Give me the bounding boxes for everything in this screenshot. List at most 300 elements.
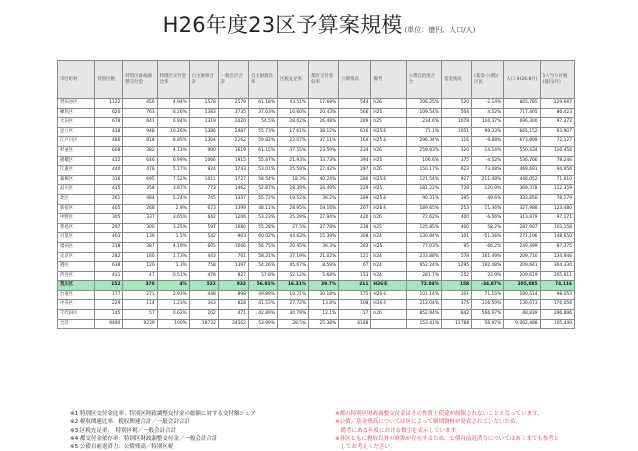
- table-cell: 27.5%: [278, 223, 309, 233]
- table-cell: 253: [442, 204, 472, 214]
- table-cell: 271,106: [504, 233, 540, 243]
- table-cell: 28.02%: [278, 118, 309, 128]
- table-cell: 139: [123, 233, 157, 243]
- table-row: [58, 300, 575, 310]
- table-cell: 259.83%: [406, 146, 441, 156]
- table-cell: 4.13%: [157, 146, 189, 156]
- page-title-block: [0, 9, 638, 39]
- table-cell: 852.94%: [406, 310, 441, 320]
- table-cell: 33.73%: [309, 156, 339, 166]
- table-header-row: [58, 61, 575, 99]
- table-cell: 7.52%: [157, 175, 189, 185]
- table-cell: 71,810: [540, 175, 574, 185]
- table-cell: 403: [95, 233, 123, 243]
- table-cell: 289: [339, 118, 371, 128]
- table-cell: -66.2%: [472, 242, 504, 252]
- table-cell: H25: [371, 156, 406, 166]
- column-header: 一般会計合計: [218, 61, 248, 99]
- table-row: [58, 271, 575, 281]
- note-line: ※4 都交付金依存率：特別区財政調整交付金／一般会計合計: [70, 435, 218, 442]
- table-cell: h25: [371, 223, 406, 233]
- table-cell: 297: [339, 166, 371, 176]
- table-cell: 1011: [189, 175, 218, 185]
- table-cell: 1383: [189, 108, 218, 118]
- table-cell: 448: [189, 290, 218, 300]
- table-cell: 36.3%: [309, 242, 339, 252]
- table-cell: 19.16%: [309, 204, 339, 214]
- table-cell: 27.42%: [309, 166, 339, 176]
- table-cell: 116: [442, 137, 472, 147]
- table-cell: h26: [371, 146, 406, 156]
- table-cell: 54.5%: [248, 118, 277, 128]
- table-cell: 48.11%: [248, 204, 277, 214]
- table-cell: 728: [442, 185, 472, 195]
- table-cell: -9.88%: [472, 137, 504, 147]
- table-cell: 22.9%: [472, 271, 504, 281]
- ward-name-cell: 荒川区: [58, 281, 95, 291]
- table-cell: 205,085: [504, 281, 540, 291]
- column-header: 都区交付金収率: [309, 61, 339, 99]
- table-cell: H26末: [371, 290, 406, 300]
- table-cell: 8.85%: [157, 137, 189, 147]
- table-cell: 446,052: [504, 175, 540, 185]
- table-cell: 17: [339, 310, 371, 320]
- table-cell: 1397: [218, 262, 248, 272]
- ward-name-cell: 墨田区: [58, 242, 95, 252]
- table-row: [58, 146, 575, 156]
- table-cell: 478: [189, 271, 218, 281]
- table-cell: 42.89%: [248, 310, 277, 320]
- note-line: ※各区ともに税収以外の財源が存在するため、公債自前返済力についてはあくまでも参考と: [335, 435, 560, 442]
- table-cell: 297: [95, 223, 123, 233]
- table-cell: 1399: [218, 204, 248, 214]
- column-header: 公債自治度合合: [406, 61, 441, 99]
- table-cell: 148,650: [540, 233, 574, 243]
- table-cell: 16.31%: [278, 281, 309, 291]
- table-cell: 21.93%: [278, 156, 309, 166]
- table-cell: H25: [371, 185, 406, 195]
- table-cell: 15.39%: [309, 233, 339, 243]
- ward-name-cell: 合計: [58, 319, 95, 329]
- table-cell: 52.12%: [278, 271, 309, 281]
- ward-name-cell: 板橋区: [58, 156, 95, 166]
- table-cell: 21.02%: [309, 252, 339, 262]
- table-cell: 238: [339, 223, 371, 233]
- table-row: [58, 223, 575, 233]
- table-cell: 695: [123, 175, 157, 185]
- table-cell: 98,053: [540, 290, 574, 300]
- table-cell: 101: [442, 233, 472, 243]
- table-cell: 1078: [442, 118, 472, 128]
- table-total-row: [58, 319, 575, 329]
- table-cell: 153.41%: [406, 319, 441, 329]
- ward-name-cell: 渋谷区: [58, 271, 95, 281]
- table-cell: 471: [218, 310, 248, 320]
- table-cell: -4.52%: [472, 156, 504, 166]
- table-cell: 597: [189, 223, 218, 233]
- table-cell: 1304: [189, 137, 218, 147]
- table-cell: 898: [218, 290, 248, 300]
- table-cell: 49.89%: [248, 290, 277, 300]
- table-cell: 71.1%: [406, 127, 441, 137]
- table-cell: 281.7%: [406, 271, 441, 281]
- table-cell: 52.87%: [248, 185, 277, 195]
- table-cell: H25: [371, 108, 406, 118]
- column-header: 人口 (H26.8月): [504, 61, 540, 99]
- table-cell: 566: [339, 108, 371, 118]
- table-cell: 26.48%: [309, 118, 339, 128]
- table-cell: 34562: [218, 319, 248, 329]
- table-cell: 337: [123, 214, 157, 224]
- table-cell: 405: [95, 204, 123, 214]
- table-cell: 313,879: [504, 214, 540, 224]
- table-cell: 61.18%: [248, 99, 277, 109]
- table-cell: 175: [339, 290, 371, 300]
- table-cell: 304,330: [540, 262, 574, 272]
- table-cell: 2579: [218, 99, 248, 109]
- table-cell: 327,988: [504, 204, 540, 214]
- table-cell: 56.75%: [248, 242, 277, 252]
- table-cell: 5.17%: [157, 166, 189, 176]
- note-line: 備考にある年度における数字を表示しています。: [335, 427, 462, 434]
- table-cell: 209,641: [504, 262, 540, 272]
- ward-name-cell: 世田谷区: [58, 99, 95, 109]
- table-cell: 673: [189, 204, 218, 214]
- table-cell: 55.73%: [248, 127, 277, 137]
- table-cell: 27.78%: [309, 223, 339, 233]
- table-cell: 53.23%: [248, 214, 277, 224]
- table-cell: -51.36%: [472, 233, 504, 243]
- table-cell: 0.62%: [157, 310, 189, 320]
- ward-name-cell: 足立区: [58, 127, 95, 137]
- table-cell: 9490: [95, 319, 123, 329]
- table-cell: 522: [189, 281, 218, 291]
- table-cell: 642: [189, 214, 218, 224]
- table-cell: 990: [189, 146, 218, 156]
- table-cell: 56.97%: [472, 319, 504, 329]
- table-cell: 1051: [442, 127, 472, 137]
- table-cell: 13.8%: [309, 300, 339, 310]
- column-header: (基金-公債)/区民: [472, 61, 504, 99]
- table-cell: 343: [189, 300, 218, 310]
- table-cell: 161.49%: [472, 252, 504, 262]
- table-cell: 94,956: [540, 166, 574, 176]
- table-cell: 287,907: [504, 223, 540, 233]
- table-cell: 164: [339, 137, 371, 147]
- table-cell: 37.55%: [278, 146, 309, 156]
- table-row: [58, 281, 575, 291]
- table-cell: h24: [371, 233, 406, 243]
- table-cell: 158: [442, 281, 472, 291]
- table-cell: 134,946: [540, 252, 574, 262]
- table-cell: 6.99%: [157, 156, 189, 166]
- table-cell: 271: [123, 290, 157, 300]
- table-cell: 36.2%: [309, 194, 339, 204]
- budget-table: [57, 60, 575, 329]
- table-cell: 2.93%: [157, 290, 189, 300]
- table-cell: 369,378: [504, 185, 540, 195]
- table-cell: 432: [95, 156, 123, 166]
- table-cell: 1319: [189, 118, 218, 128]
- table-cell: 121: [339, 252, 371, 262]
- table-cell: h26: [371, 214, 406, 224]
- note-line: ※都の特別区財政調整交付金はその性質上使途が制限されないこととなっています。: [335, 411, 543, 417]
- table-cell: 130.84%: [406, 233, 441, 243]
- table-cell: 97,372: [540, 118, 574, 128]
- table-cell: 745: [189, 194, 218, 204]
- table-cell: 145: [95, 310, 123, 320]
- table-row: [58, 204, 575, 214]
- table-cell: 3.87%: [157, 185, 189, 195]
- table-cell: 114: [123, 300, 157, 310]
- table-cell: 400: [442, 214, 472, 224]
- table-cell: 19.71%: [278, 290, 309, 300]
- table-cell: 1619: [218, 146, 248, 156]
- column-header: 自主財源合計: [189, 61, 218, 99]
- table-cell: 608: [95, 146, 123, 156]
- table-cell: H26末: [371, 300, 406, 310]
- table-cell: 486: [95, 137, 123, 147]
- table-cell: H25末: [371, 127, 406, 137]
- table-cell: 952.24%: [406, 262, 441, 272]
- table-cell: 78,179: [540, 194, 574, 204]
- ward-name-cell: 練馬区: [58, 108, 95, 118]
- table-cell: 28.39%: [278, 185, 309, 195]
- note-line: ※公債／基金残高については区によって細則資料が発表されていないため、: [335, 419, 521, 426]
- table-cell: 842: [442, 310, 472, 320]
- table-cell: 54.26%: [248, 262, 277, 272]
- table-cell: 24.49%: [309, 185, 339, 195]
- table-cell: 72,127: [540, 137, 574, 147]
- table-cell: 536,766: [504, 156, 540, 166]
- ward-name-cell: 品川区: [58, 185, 95, 195]
- table-cell: 77.03%: [406, 242, 441, 252]
- table-body: [58, 99, 575, 329]
- table-cell: 4.94%: [157, 99, 189, 109]
- table-cell: 3.65%: [157, 214, 189, 224]
- column-header: 特別区税: [95, 61, 123, 99]
- table-cell: 382: [123, 146, 157, 156]
- table-cell: 176,056: [540, 300, 574, 310]
- table-cell: 550,434: [504, 146, 540, 156]
- table-row: [58, 166, 575, 176]
- table-cell: 30.79%: [278, 310, 309, 320]
- table-cell: 773: [189, 185, 218, 195]
- table-cell: 927: [442, 175, 472, 185]
- table-cell: 72.04%: [406, 281, 441, 291]
- table-cell: 763: [123, 108, 157, 118]
- table-cell: 192.48%: [472, 262, 504, 272]
- table-cell: 4%: [157, 281, 189, 291]
- table-cell: 268: [123, 204, 157, 214]
- table-cell: 1462: [218, 185, 248, 195]
- table-cell: 308: [339, 233, 371, 243]
- table-cell: h24: [371, 271, 406, 281]
- table-cell: 2262: [218, 137, 248, 147]
- table-cell: 296,896: [540, 310, 574, 320]
- table-cell: 18732: [189, 319, 218, 329]
- table-cell: 38.12%: [309, 127, 339, 137]
- table-cell: 71.15%: [472, 290, 504, 300]
- table-cell: 61.15%: [248, 146, 277, 156]
- table-cell: 616: [339, 127, 371, 137]
- table-cell: 110,456: [540, 146, 574, 156]
- table-cell: 97,171: [540, 214, 574, 224]
- table-cell: 44.63%: [278, 233, 309, 243]
- table-cell: 641: [123, 118, 157, 128]
- table-cell: 86,423: [540, 108, 574, 118]
- table-cell: 267: [339, 204, 371, 214]
- page-title: H26年度23区予算案規模: [162, 13, 403, 37]
- table-cell: 233.88%: [406, 252, 441, 262]
- table-cell: 10.26%: [157, 127, 189, 137]
- table-row: [58, 233, 575, 243]
- table-cell: 5.68%: [309, 271, 339, 281]
- table-cell: 440: [95, 166, 123, 176]
- table-cell: 74,116: [540, 281, 574, 291]
- table-cell: 28.95%: [278, 204, 309, 214]
- table-cell: 99.33%: [472, 127, 504, 137]
- table-cell: 4.19%: [157, 242, 189, 252]
- table-cell: h25: [371, 118, 406, 128]
- table-cell: 37.19%: [278, 252, 309, 262]
- table-cell: 3.25%: [157, 223, 189, 233]
- table-cell: 300: [123, 223, 157, 233]
- table-cell: [371, 319, 406, 329]
- table-cell: 212.04%: [406, 300, 441, 310]
- table-cell: 40.24%: [309, 175, 339, 185]
- ward-name-cell: 新宿区: [58, 204, 95, 214]
- table-cell: 58.21%: [248, 252, 277, 262]
- table-cell: 160: [123, 252, 157, 262]
- table-cell: 456: [123, 99, 157, 109]
- table-cell: 22.07%: [278, 137, 309, 147]
- table-row: [58, 175, 575, 185]
- table-row: [58, 194, 575, 204]
- table-cell: 211: [339, 281, 371, 291]
- table-cell: 206.25%: [406, 99, 441, 109]
- table-cell: 25.29%: [278, 214, 309, 224]
- table-cell: 387: [123, 242, 157, 252]
- table-cell: 55.67%: [248, 156, 277, 166]
- table-cell: 58.2%: [472, 223, 504, 233]
- table-cell: 6188: [339, 319, 371, 329]
- table-cell: 673,809: [504, 137, 540, 147]
- table-cell: 542: [189, 233, 218, 243]
- ward-name-cell: 杉並区: [58, 146, 95, 156]
- table-cell: 827: [218, 271, 248, 281]
- ward-name-cell: 江東区: [58, 166, 95, 176]
- table-cell: h26: [371, 310, 406, 320]
- table-cell: 121.54%: [406, 175, 441, 185]
- table-cell: 181.22%: [406, 185, 441, 195]
- table-cell: 1206: [218, 214, 248, 224]
- column-header: 特別区財政調整交付金: [123, 61, 157, 99]
- table-row: [58, 118, 575, 128]
- table-cell: 333,850: [504, 194, 540, 204]
- table-cell: 1.23%: [157, 300, 189, 310]
- table-cell: 358: [123, 185, 157, 195]
- table-cell: 37.11%: [309, 137, 339, 147]
- table-cell: 370: [123, 281, 157, 291]
- table-cell: 189.65%: [406, 204, 441, 214]
- table-cell: 153: [339, 271, 371, 281]
- ward-name-cell: 港区: [58, 262, 95, 272]
- table-row: [58, 108, 575, 118]
- table-cell: 1122: [95, 99, 123, 109]
- table-cell: 1.73%: [157, 252, 189, 262]
- table-cell: 23.59%: [309, 146, 339, 156]
- ward-name-cell: 千代田区: [58, 310, 95, 320]
- table-cell: 1066: [218, 242, 248, 252]
- table-cell: 12.1%: [309, 310, 339, 320]
- table-cell: 1915: [218, 156, 248, 166]
- table-cell: 578: [442, 252, 472, 262]
- column-header: 自主財源比率: [248, 61, 277, 99]
- ward-name-cell: 文京区: [58, 252, 95, 262]
- table-cell: 123,480: [540, 204, 574, 214]
- table-cell: 116.59%: [472, 300, 504, 310]
- table-cell: 209,619: [504, 271, 540, 281]
- table-cell: 1080: [218, 223, 248, 233]
- table-cell: 205,611: [540, 271, 574, 281]
- table-cell: 30.18%: [309, 290, 339, 300]
- column-header: 備考: [371, 61, 406, 99]
- column-header: 区税充足率: [278, 61, 309, 99]
- table-cell: 478: [123, 166, 157, 176]
- ward-name-cell: 豊島区: [58, 223, 95, 233]
- table-cell: 696,300: [504, 118, 540, 128]
- table-cell: 469,691: [504, 166, 540, 176]
- table-cell: 420: [339, 214, 371, 224]
- table-cell: 11788: [442, 319, 472, 329]
- table-cell: 1.3%: [157, 262, 189, 272]
- ward-name-cell: 台東区: [58, 290, 95, 300]
- ward-name-cell: 中野区: [58, 214, 95, 224]
- table-cell: 17.61%: [278, 127, 309, 137]
- ward-name-cell: 中央区: [58, 300, 95, 310]
- table-cell: 27.94%: [309, 214, 339, 224]
- table-cell: 63,907: [540, 127, 574, 137]
- table-cell: 8.59%: [309, 262, 339, 272]
- table-cell: 49.6%: [472, 194, 504, 204]
- table-cell: 95: [442, 242, 472, 252]
- table-cell: 566.97%: [472, 310, 504, 320]
- table-cell: 394: [339, 156, 371, 166]
- table-cell: 130,073: [504, 300, 540, 310]
- table-cell: 73.08%: [472, 166, 504, 176]
- table-cell: 106.6%: [406, 156, 441, 166]
- table-cell: 18.3%: [278, 175, 309, 185]
- table-cell: 72.62%: [406, 214, 441, 224]
- table-cell: 60.02%: [248, 233, 277, 243]
- table-cell: 53.89%: [248, 319, 277, 329]
- table-cell: 282: [95, 252, 123, 262]
- table-cell: 758: [189, 262, 218, 272]
- table-cell: 209,716: [504, 252, 540, 262]
- table-cell: 14.14%: [472, 146, 504, 156]
- table-cell: -2.14%: [472, 99, 504, 109]
- table-cell: 59.82%: [248, 137, 277, 147]
- table-cell: 48,839: [504, 310, 540, 320]
- table-cell: 125.85%: [406, 223, 441, 233]
- table-cell: 112,359: [540, 185, 574, 195]
- table-cell: 1743: [218, 166, 248, 176]
- table-cell: 252: [442, 271, 472, 281]
- table-cell: 1578: [189, 99, 218, 109]
- table-row: [58, 242, 575, 252]
- table-cell: h26: [371, 166, 406, 176]
